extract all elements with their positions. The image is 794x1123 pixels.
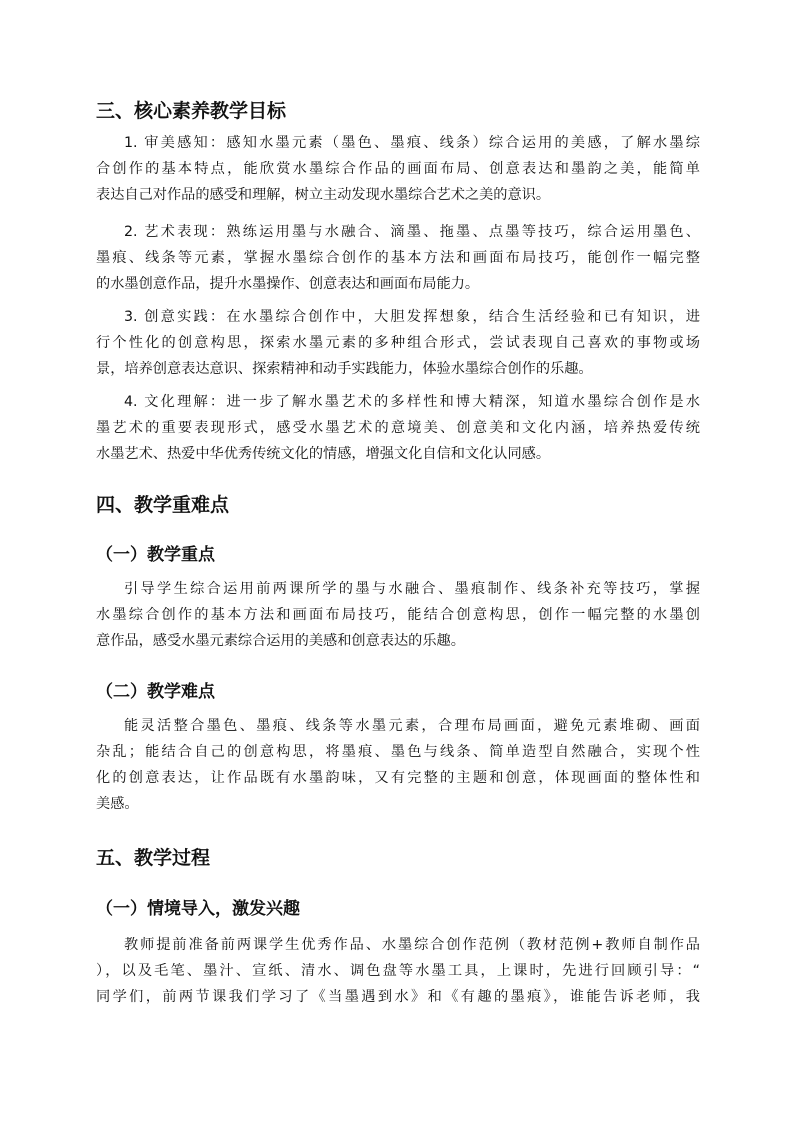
subheading-difficulties: （二）教学难点: [96, 682, 215, 702]
paragraph-line: 能灵活整合墨色、墨痕、线条等水墨元素，合理布局画面，避免元素堆砌、画面: [124, 718, 700, 734]
paragraph-line: 杂乱；能结合自己的创意构思，将墨痕、墨色与线条、简单造型自然融合，实现个性: [96, 744, 700, 760]
paragraph-aesthetic-perception: [96, 130, 700, 208]
paragraph-line: 2. 艺术表现：熟练运用墨与水融合、滴墨、拖墨、点墨等技巧，综合运用墨色、: [124, 224, 700, 240]
paragraph-line: 教师提前准备前两课学生优秀作品、水墨综合创作范例（教材范例+教师自制作品: [124, 937, 700, 953]
paragraph-line: 的水墨创意作品，提升水墨操作、创意表达和画面布局能力。: [96, 276, 480, 292]
paragraph-line: 墨艺术的重要表现形式，感受水墨艺术的意境美、创意美和文化内涵，培养热爱传统: [96, 420, 700, 436]
paragraph-cultural-understanding: [96, 389, 700, 467]
subheading-scenario-intro: （一）情境导入，激发兴趣: [96, 899, 300, 919]
paragraph-line: 景，培养创意表达意识、探索精神和动手实践能力，体验水墨综合创作的乐趣。: [96, 361, 593, 377]
paragraph-line: 3. 创意实践：在水墨综合创作中，大胆发挥想象，结合生活经验和已有知识，进: [124, 309, 700, 325]
paragraph-line: ），以及毛笔、墨汁、宣纸、清水、调色盘等水墨工具，上课时，先进行回顾引导：“: [96, 963, 700, 979]
paragraph-line: 合创作的基本特点，能欣赏水墨综合作品的画面布局、创意表达和墨韵之美，能简单: [96, 161, 700, 177]
paragraph-line: 同学们，前两节课我们学习了《当墨遇到水》和《有趣的墨痕》，谁能告诉老师，我: [96, 989, 700, 1005]
paragraph-scenario-intro: [96, 932, 700, 1010]
paragraph-artistic-expression: [96, 219, 700, 297]
section-heading-4: 四、教学重难点: [96, 494, 230, 516]
paragraph-line: 美感。: [96, 796, 139, 812]
paragraph-line: 墨痕、线条等元素，掌握水墨综合创作的基本方法和画面布局技巧，能创作一幅完整: [96, 250, 700, 266]
paragraph-line: 化的创意表达，让作品既有水墨韵味，又有完整的主题和创意，体现画面的整体性和: [96, 770, 700, 786]
paragraph-line: 4. 文化理解：进一步了解水墨艺术的多样性和博大精深，知道水墨综合创作是水: [124, 394, 700, 410]
paragraph-line: 表达自己对作品的感受和理解，树立主动发现水墨综合艺术之美的意识。: [96, 187, 551, 203]
section-heading-5: 五、教学过程: [96, 847, 211, 869]
paragraph-line: 1. 审美感知：感知水墨元素（墨色、墨痕、线条）综合运用的美感，了解水墨综: [124, 135, 700, 151]
paragraph-line: 水墨艺术、热爱中华优秀传统文化的情感，增强文化自信和文化认同感。: [96, 446, 551, 462]
paragraph-line: 引导学生综合运用前两课所学的墨与水融合、墨痕制作、线条补充等技巧，掌握: [124, 581, 700, 597]
paragraph-line: 行个性化的创意构思，探索水墨元素的多种组合形式，尝试表现自己喜欢的事物或场: [96, 335, 700, 351]
paragraph-line: 水墨综合创作的基本方法和画面布局技巧，能结合创意构思，创作一幅完整的水墨创: [96, 607, 700, 623]
section-heading-3: 三、核心素养教学目标: [96, 100, 287, 122]
subheading-key-points: （一）教学重点: [96, 545, 215, 565]
paragraph-line: 意作品，感受水墨元素综合运用的美感和创意表达的乐趣。: [96, 633, 465, 649]
paragraph-difficulties: [96, 713, 700, 817]
paragraph-creative-practice: [96, 304, 700, 382]
paragraph-key-points: [96, 576, 700, 654]
